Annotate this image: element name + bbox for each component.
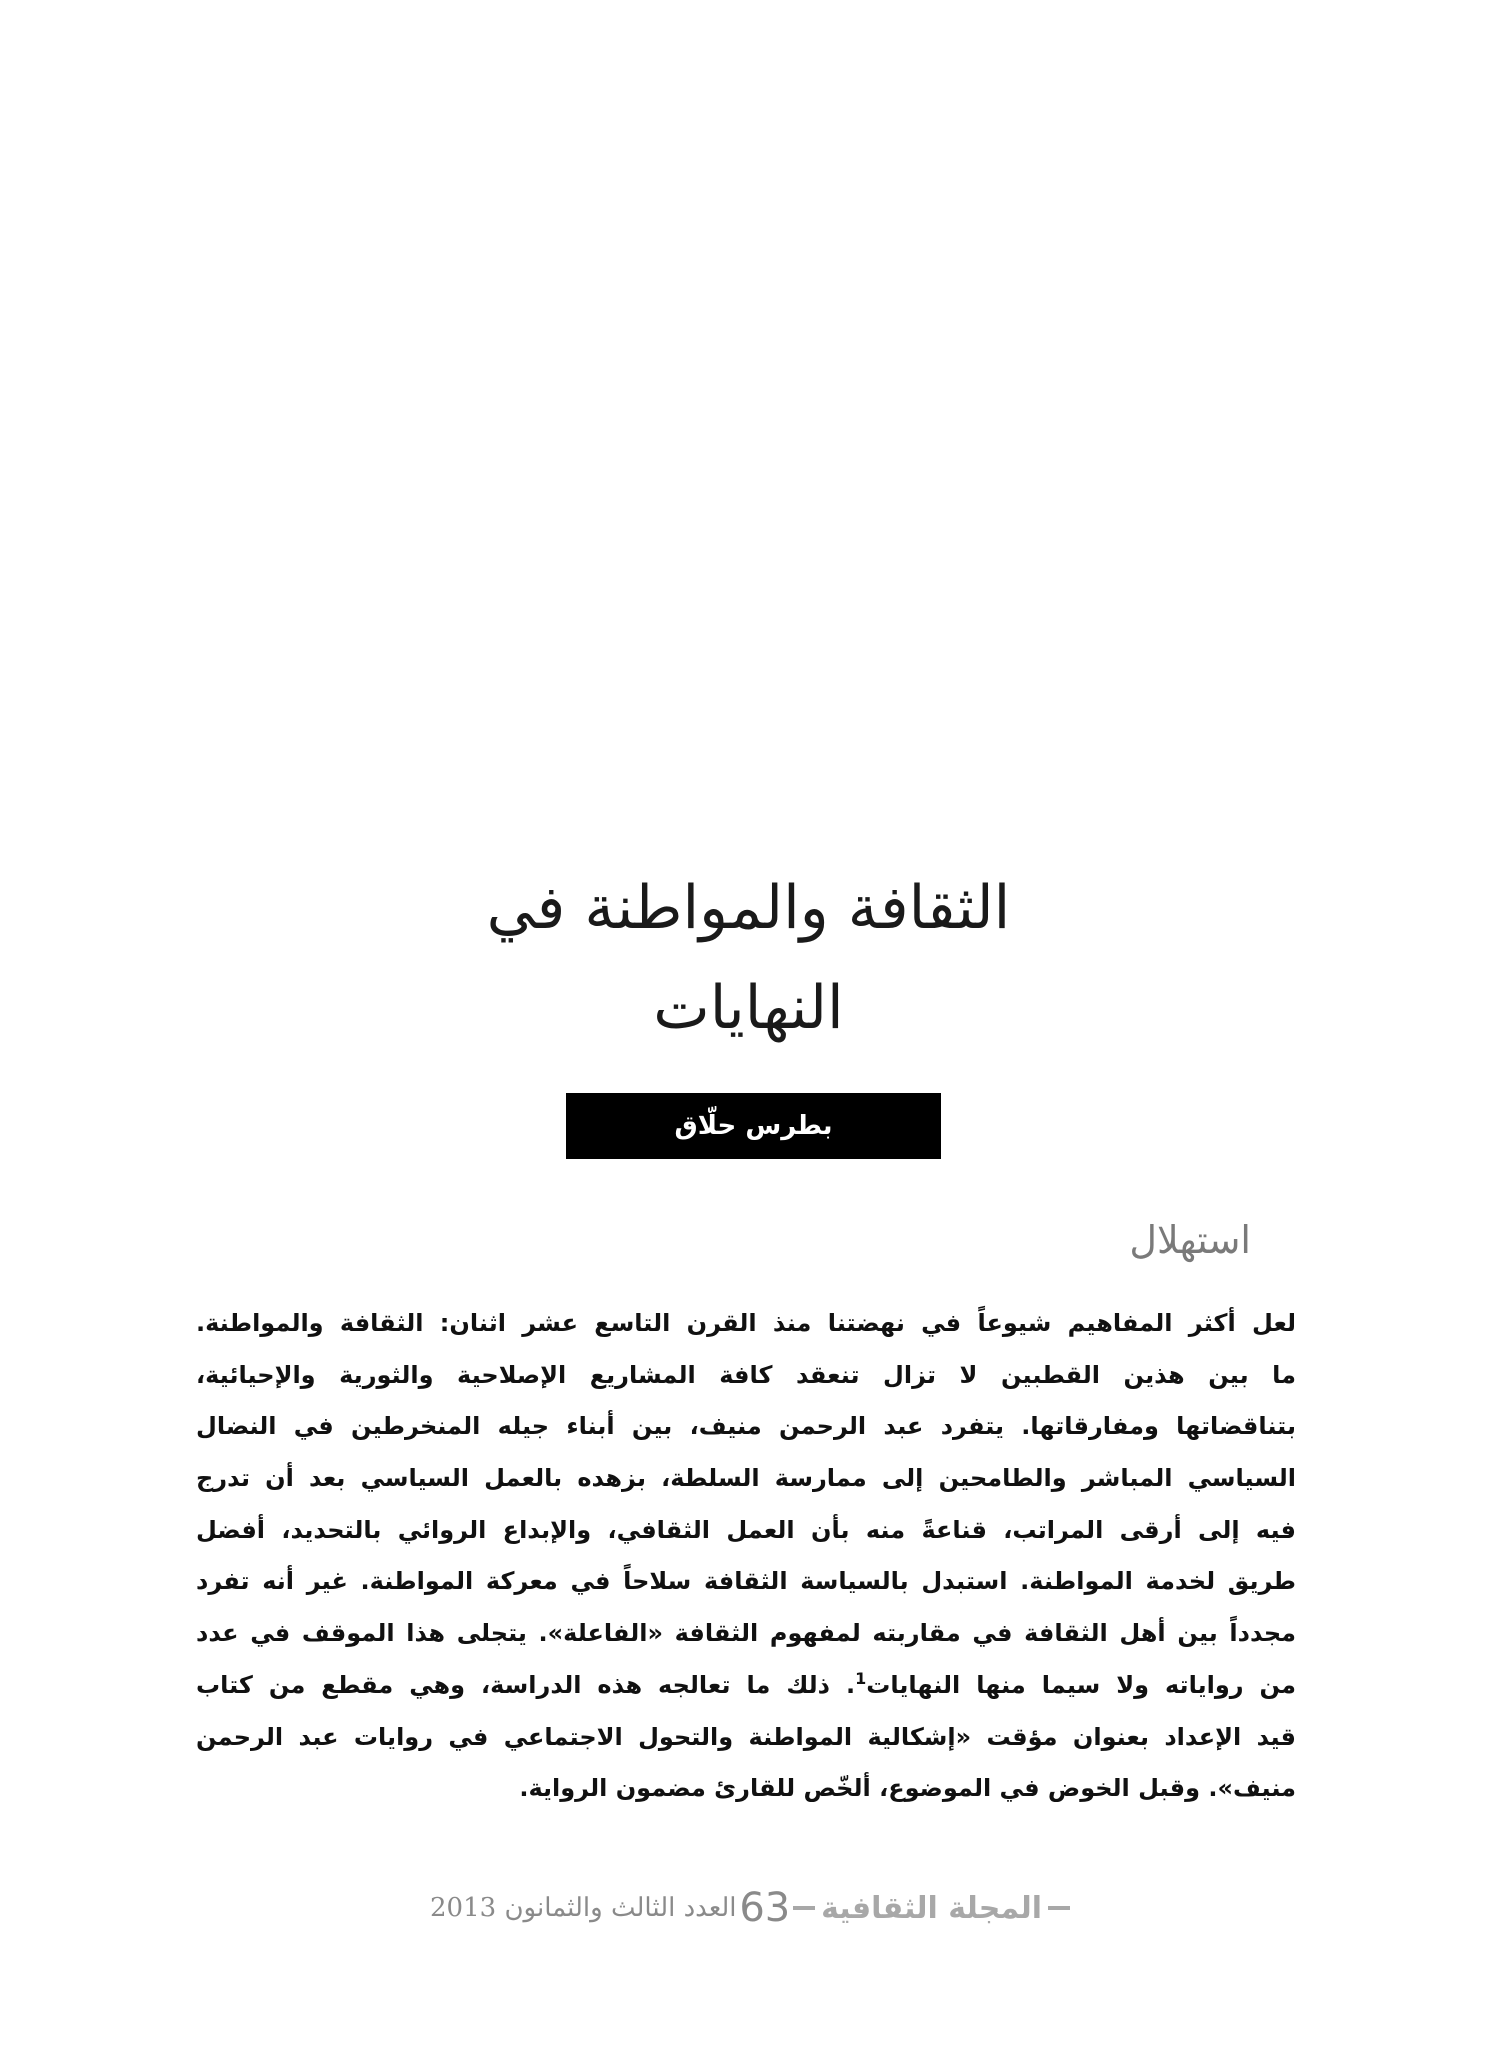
footer-issue: العدد الثالث والثمانون 2013 xyxy=(430,1893,737,1923)
section-heading: استهلال xyxy=(1129,1218,1251,1262)
footer-magazine xyxy=(793,1891,1070,1926)
paragraph-line: منيف». وقبل الخوض في الموضوع، ألخّص للقارئ مضمون الرواية. xyxy=(519,1774,1296,1803)
article-paragraph xyxy=(196,1298,1296,1815)
paragraph-line: طريق لخدمة المواطنة. استبدل بالسياسة الثقافة سلاحاً في معركة المواطنة. غير أنه تفرد xyxy=(196,1567,1296,1596)
paragraph-line: قيد الإعداد بعنوان مؤقت «إشكالية المواطنة والتحول الاجتماعي في روايات عبد الرحمن xyxy=(196,1722,1296,1751)
footer-magazine-name: المجلة الثقافية xyxy=(821,1890,1042,1926)
paragraph-line: ما بين هذين القطبين لا تزال تنعقد كافة المشاريع الإصلاحية والثورية والإحيائية، xyxy=(196,1360,1296,1389)
paragraph-line-tail: . ذلك ما تعالجه هذه الدراسة، وهي مقطع من كتاب xyxy=(196,1670,856,1699)
footer-dash-icon xyxy=(1048,1906,1070,1910)
paragraph-line: فيه إلى أرقى المراتب، قناعةً منه بأن العمل الثقافي، والإبداع الروائي بالتحديد، أفضل xyxy=(196,1515,1296,1544)
paragraph-line: السياسي المباشر والطامحين إلى ممارسة السلطة، بزهده بالعمل السياسي بعد أن تدرج xyxy=(196,1464,1296,1493)
page-footer xyxy=(430,1880,1070,1936)
paragraph-line: بتناقضاتها ومفارقاتها. يتفرد عبد الرحمن منيف، بين أبناء جيله المنخرطين في النضال xyxy=(196,1412,1296,1441)
paragraph-line-with-footnote xyxy=(196,1660,1296,1712)
article-title-line-2: النهايات xyxy=(653,973,844,1043)
article-title-line-1: الثقافة والمواطنة في xyxy=(486,873,1011,943)
footer-dash-icon xyxy=(793,1906,815,1910)
page-number: 63 xyxy=(739,1885,791,1931)
paragraph-line-head: من رواياته ولا سيما منها النهايات xyxy=(866,1670,1296,1699)
article-title xyxy=(0,858,1497,1058)
author-name: بطرس حلّاق xyxy=(674,1111,833,1141)
paragraph-line: لعل أكثر المفاهيم شيوعاً في نهضتنا منذ القرن التاسع عشر اثنان: الثقافة والمواطنة. xyxy=(196,1309,1296,1337)
author-banner xyxy=(566,1093,941,1159)
paragraph-line: مجدداً بين أهل الثقافة في مقاربته لمفهوم الثقافة «الفاعلة». يتجلى هذا الموقف في عدد xyxy=(196,1619,1296,1648)
footnote-reference[interactable]: 1 xyxy=(855,1668,867,1688)
